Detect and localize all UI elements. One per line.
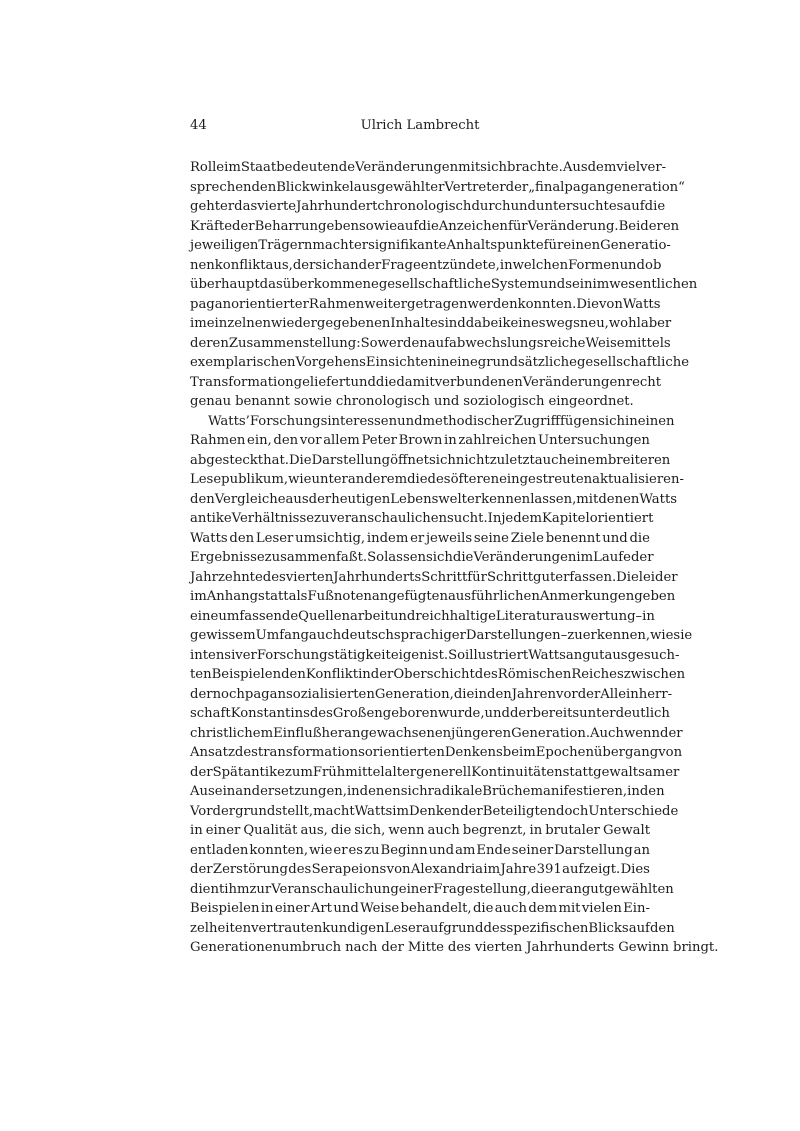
text-line: Generationenumbruch nach der Mitte des vierten Jahrhunderts Gewinn bringt. [190,940,719,955]
running-head: Ulrich Lambrecht [360,118,480,133]
text-line: der Spätantike zum Frühmittelalter generell Kontinuitäten statt gewaltsamer [190,764,680,780]
text-line: Lesepublikum, wie unter anderem die des öfteren eingestreuten aktualisieren- [190,472,684,487]
text-line: schaft Konstantins des Großen geboren wurde, und der bereits unter deutlich [190,706,670,721]
text-line: in einer Qualität aus, die sich, wenn auch begrenzt, in brutaler Gewalt [190,823,650,838]
text-line: entladen konnten, wie er es zu Beginn und am Ende seiner Darstellung an [190,842,650,858]
page-header [190,118,650,138]
page-number: 44 [190,118,207,133]
text-line: der noch pagan sozialisierten Generation, die in den Jahren vor der Alleinherr- [190,686,673,702]
text-line: gewissem Umfang auch deutschsprachiger Darstellungen – zu erkennen, wie sie [190,628,693,643]
text-line: dient ihm zur Veranschaulichung einer Fragestellung, die er an gut gewählten [190,881,674,897]
text-line: christlichem Einfluß herangewachsenen jüngeren Generation. Auch wenn der [190,725,683,741]
text-line: Watts’ Forschungsinteressen und methodischer Zugriff fügen sich in einen [208,413,675,429]
text-line: Rahmen ein, den vor allem Peter Brown in zahlreichen Untersuchungen [190,433,650,448]
text-line: der Zerstörung des Serapeions von Alexandria im Jahre 391 aufzeigt. Dies [190,862,650,877]
text-line: Vordergrund stellt, macht Watts im Denken der Beteiligten doch Unterschiede [190,803,679,819]
text-line: den Vergleiche aus der heutigen Lebenswelt erkennen lassen, mit denen Watts [190,491,678,507]
paragraph [190,158,698,412]
text-line: jeweiligen Trägern macht er signifikante Anhaltspunkte für einen Generatio- [190,238,671,253]
text-line: genau benannt sowie chronologisch und soziologisch eingeordnet. [190,394,634,409]
body-text [190,158,719,958]
text-line: überhaupt das überkommene gesellschaftliche System und sein im wesentlichen [190,277,698,292]
text-line: Kräfte der Beharrung ebenso wie auf die Anzeichen für Veränderung. Bei deren [190,218,680,234]
text-line: intensiver Forschungstätigkeit eigen ist. So illustriert Watts an gut ausgesuch- [190,647,680,663]
text-line: nenkonflikt aus, der sich an der Frage entzündete, in welchen Formen und ob [190,257,662,273]
text-line: deren Zusammenstellung: So werden auf abwechslungsreiche Weise mittels [190,335,671,351]
text-line: Beispielen in einer Art und Weise behandelt, die auch dem mit vielen Ein- [190,901,650,916]
text-line: ten Beispielen den Konflikt in der Oberschicht des Römischen Reiches zwischen [190,667,686,682]
text-line: geht er das vierte Jahrhundert chronologisch durch und untersucht es auf die [190,199,666,214]
text-line: Ansatz des transformationsorientierten Denkens beim Epochenübergang von [190,745,683,760]
text-line: Ergebnisse zusammenfaßt. So lassen sich die Veränderungen im Laufe der [190,550,654,565]
text-line: im einzelnen wiedergegebenen Inhalte sind dabei keineswegs neu, wohl aber [190,316,672,331]
text-line: sprechenden Blickwinkel ausgewählter Vertreter der „final pagan generation“ [190,179,685,195]
text-line: Jahrzehnte des vierten Jahrhunderts Schritt für Schritt gut erfassen. Die leider [190,569,678,585]
text-line: im Anhang statt als Fußnoten angefügten ausführlichen Anmerkungen geben [190,589,676,604]
text-line: pagan orientierter Rahmen weitergetragen werden konnten. Die von Watts [190,296,661,312]
text-line: exemplarischen Vorgehens Einsichten in eine grundsätzliche gesellschaftliche [190,355,690,370]
text-line: antike Verhältnisse zu veranschaulichen sucht. In jedem Kapitel orientiert [190,511,654,526]
text-line: Auseinandersetzungen, in denen sich radikale Brüche manifestieren, in den [190,784,665,799]
text-line: abgesteckt hat. Die Darstellung öffnet sich nicht zuletzt auch einem breiteren [190,452,671,468]
text-line: zelheiten vertrauten kundigen Leser aufgrund des spezifischen Blicks auf den [190,920,675,936]
text-line: eine umfassende Quellenarbeit und reichhaltige Literaturauswertung – in [190,608,655,624]
paragraph [190,412,719,958]
text-line: Transformation geliefert und die damit verbundenen Veränderungen recht [190,374,662,390]
text-line: Watts den Leser umsichtig, indem er jeweils seine Ziele benennt und die [190,530,650,546]
text-line: Rolle im Staat bedeutende Veränderungen mit sich brachte. Aus dem vielver- [190,160,667,175]
